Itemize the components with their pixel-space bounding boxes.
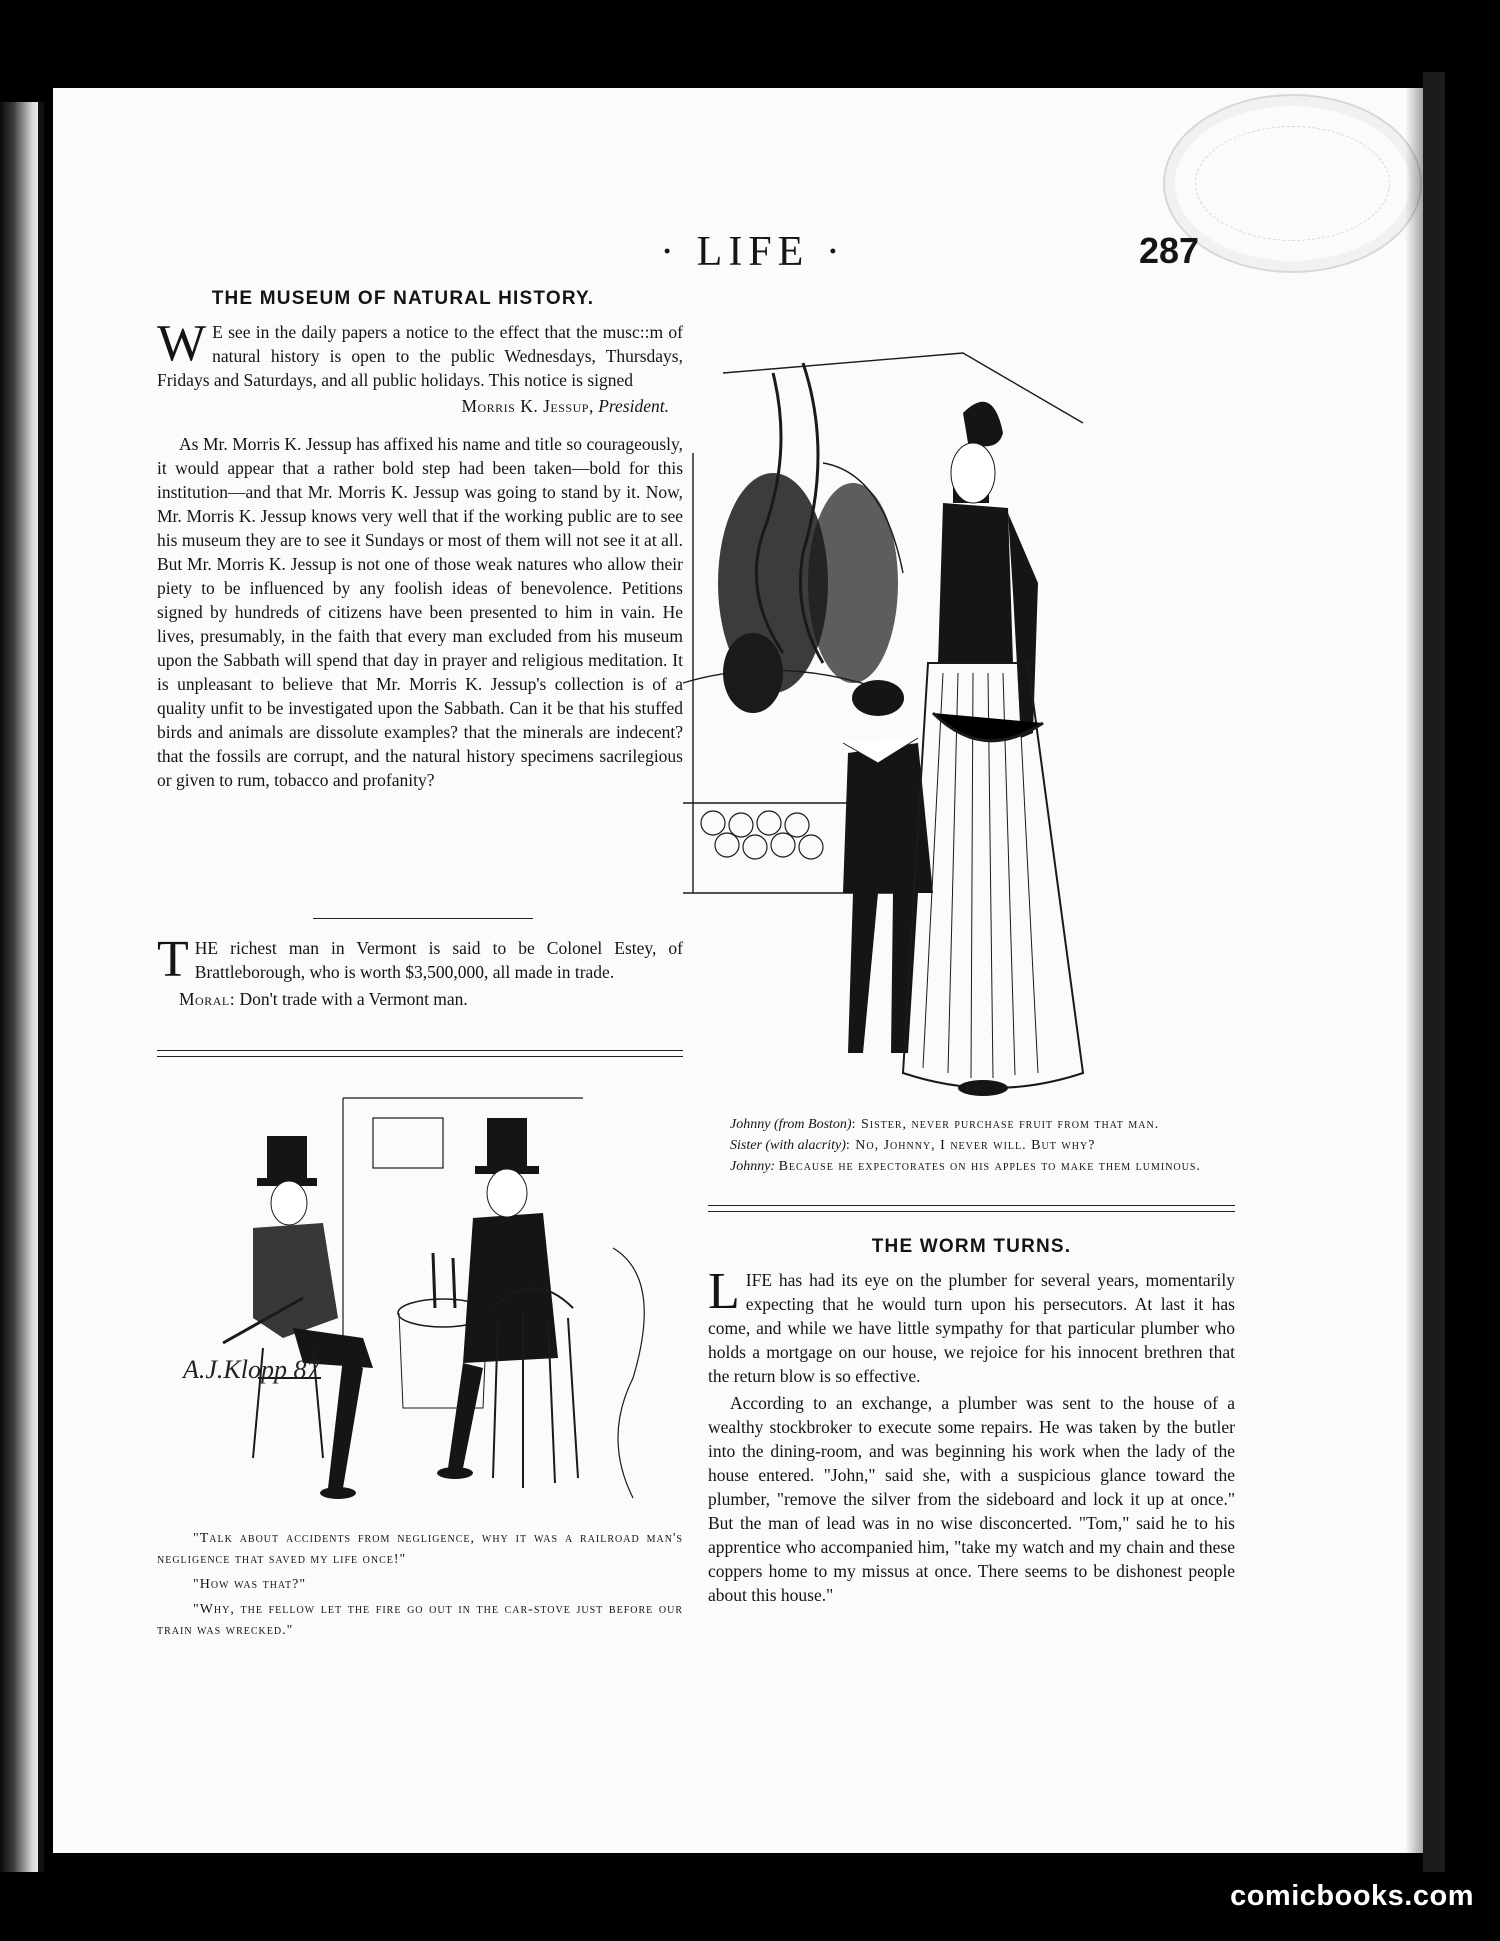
vermont-moral: Moral: Don't trade with a Vermont man. [179, 989, 468, 1009]
museum-article [157, 315, 683, 792]
caption-line-1: Johnny (from Boston): Sister, never purchase fruit from that man. [730, 1117, 1160, 1132]
railroad-line-1: "Talk about accidents from negligence, why it was a railroad man's negligence that saved my life once!" [157, 1531, 683, 1567]
divider-double-left [157, 1050, 683, 1057]
vermont-item [157, 931, 683, 1011]
library-stamp-icon [1163, 94, 1422, 273]
page-right-shadow [1423, 72, 1445, 1872]
railroad-caption [157, 1528, 683, 1641]
museum-heading: THE MUSEUM OF NATURAL HISTORY. [211, 288, 595, 309]
museum-paragraph-2: As Mr. Morris K. Jessup has affixed his name and title so courageously, it would appear that a rather bold step had been taken—bold for this institution—and that Mr. Morris K. Jessup was going to stand by it. Now, Mr. Morris K. Jessup knows very well that if the working public are to see his museum they are to see it Sundays or most of them will not see it at all. But Mr. Morris K. Jessup is not one of those weak natures who allow their piety to be influenced by any foolish ideas of benevolence. Petitions signed by hundreds of citizens have been presented to him in vain. He lives, presumably, in the faith that every man excluded from his museum upon the Sabbath will spend that day in prayer and religious meditation. It is unpleasant to believe that Mr. Morris K. Jessup's collection is of a quality unfit to be investigated upon the Sabbath. Can it be that his stuffed birds and animals are dissolute examples? that the minerals are indecent? that the fossils are corrupt, and the natural history specimens sacrilegious or given to rum, tobacco and profanity? [157, 434, 683, 790]
worm-article [708, 1263, 1235, 1607]
vermont-paragraph: THE richest man in Vermont is said to be Colonel Estey, of Brattleborough, who is worth $3,500,000, all made in trade. [157, 931, 683, 988]
railroad-conversation-illustration [163, 1078, 683, 1518]
worm-heading: THE WORM TURNS. [871, 1236, 1072, 1257]
railroad-line-3: "Why, the fellow let the fire go out in the car-stove just before our train was wrecked." [157, 1602, 683, 1638]
fruit-stand-caption [708, 1114, 1228, 1177]
divider-double-right [708, 1205, 1235, 1212]
museum-signature: Morris K. Jessup, President. [461, 396, 669, 416]
worm-paragraph-1: LIFE has had its eye on the plumber for several years, momentarily expecting that he would turn upon his persecutors. At last it has come, and while we have little sympathy for that particular plumber who holds a mortgage on our house, we rejoice for his innocent brethren that the return blow is so effective. [708, 1263, 1235, 1386]
divider-short [313, 918, 533, 919]
railroad-line-2: "How was that?" [193, 1577, 307, 1592]
facing-page-edge [0, 102, 44, 1872]
watermark-text: comicbooks.com [1230, 1880, 1474, 1912]
worm-paragraph-2: According to an exchange, a plumber was sent to the house of a wealthy stockbroker to execute some repairs. He was taken by the butler into the dining-room, and was beginning his work when the lady of the house entered. "John," said she, with a suspicious glance toward the plumber, "remove the silver from the sideboard and lock it up at once." But the man of lead was in no wise disconcerted. "Tom," said he to his apprentice who accompanied him, "take my watch and my chain and these coppers home to my missus at once. There seems to be dishonest people about this house." [708, 1393, 1235, 1605]
dropcap-l: L [708, 1263, 740, 1320]
museum-paragraph-1: W E see in the daily papers a notice to the effect that the musc::m of natural history is open to the public Wednesdays, Thursdays, Fridays and Saturdays, and all public holidays. This notice is signed [157, 315, 683, 390]
artist-signature: A.J.Klopp 87 [183, 1355, 320, 1384]
page-number: 287 [1139, 230, 1200, 271]
magazine-page [53, 88, 1423, 1853]
fruit-stand-illustration [663, 333, 1183, 1103]
masthead: · LIFE · [660, 229, 846, 275]
caption-line-2: Sister (with alacrity): No, Johnny, I never will. But why? [730, 1138, 1096, 1153]
dropcap-w: W [157, 315, 207, 372]
dropcap-t: T [157, 931, 189, 988]
caption-line-3: Johnny: Because he expectorates on his apples to make them luminous. [730, 1159, 1201, 1174]
